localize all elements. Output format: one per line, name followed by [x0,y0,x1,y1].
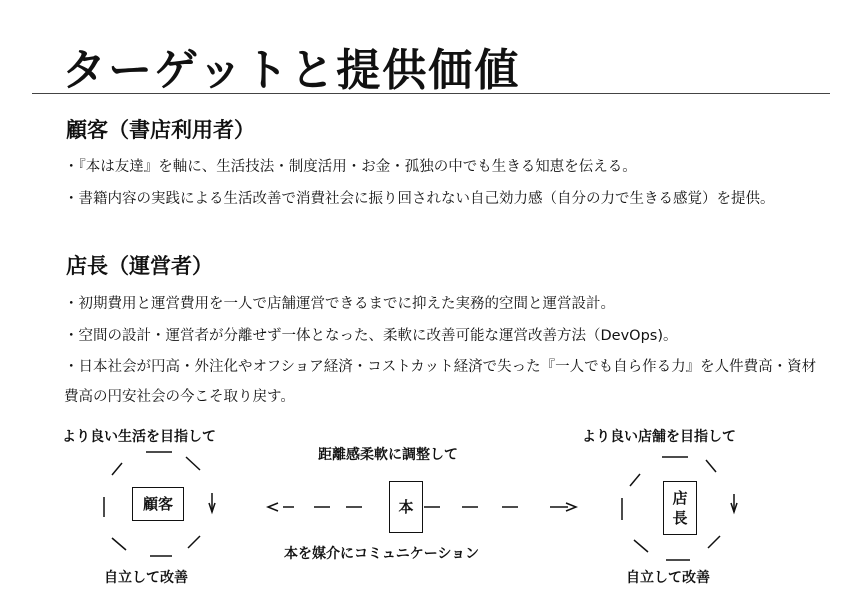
left-cycle-arc [188,536,200,548]
section-heading-customer: 顧客（書店利用者） [66,118,255,142]
right-cycle-arc [706,460,716,472]
connector-arrowhead-left [268,503,278,511]
manager-bullet-1: ・初期費用と運営費用を一人で店舗運営できるまでに抑えた実務的空間と運営設計。 [64,296,615,312]
right-goal-label: より良い店舗を目指して [582,429,736,445]
page-title: ターゲットと提供価値 [62,45,521,96]
book-box: 本 [389,481,423,533]
customer-box: 顧客 [132,487,184,521]
right-cycle-arc [634,540,648,552]
left-caption: 自立して改善 [104,570,188,586]
left-goal-label: より良い生活を目指して [62,429,216,445]
center-bottom-label: 本を媒介にコミュニケーション [284,546,480,562]
right-cycle-arc [708,536,720,548]
section-heading-manager: 店長（運営者） [66,254,213,278]
right-caption: 自立して改善 [626,570,710,586]
center-top-label: 距離感柔軟に調整して [318,447,458,463]
manager-bullet-3: ・日本社会が円高・外注化やオフショア経済・コストカット経済で失った『一人でも自ら作る力』を人件費高・資材費高の円安社会の今こそ取り戻す。 [64,359,817,405]
manager-box: 店長 [663,481,697,535]
left-cycle-arc [112,463,122,475]
customer-bullet-1: ・『本は友達』を軸に、生活技法・制度活用・お金・孤独の中でも生きる知恵を伝える。 [64,159,637,175]
left-cycle-arc [186,457,200,470]
customer-bullet-2: ・書籍内容の実践による生活改善で消費社会に振り回されない自己効力感（自分の力で生きる感覚）を提供。 [64,191,775,207]
manager-bullet-2: ・空間の設計・運営者が分離せず一体となった、柔軟に改善可能な運営改善方法（DevOps)。 [64,328,678,344]
left-cycle-arc [112,538,126,550]
right-cycle-arc [630,474,640,486]
